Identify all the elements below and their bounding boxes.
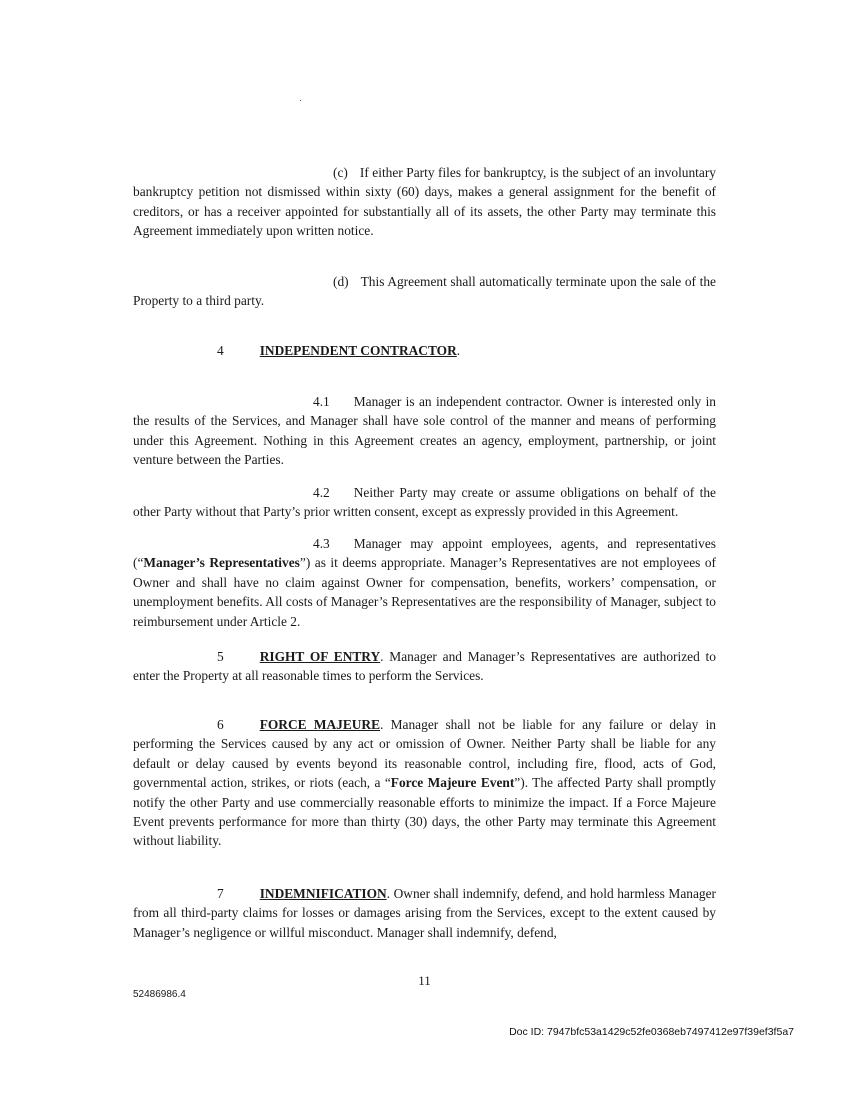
section-4-heading: [133, 341, 716, 360]
subsection-d: [133, 272, 716, 311]
section-7-number: 7: [217, 886, 224, 901]
defined-term-managers-representatives: Manager’s Representatives: [143, 555, 300, 571]
paragraph-4-1-number: 4.1: [313, 394, 330, 409]
paragraph-4-3-text-a: Manager may appoint employees, agents, and representatives (“: [133, 536, 716, 571]
stray-mark: [300, 100, 301, 101]
subsection-c-text: If either Party files for bankruptcy, is the subject of an involuntary bankruptcy petition not dismissed within sixty (60) days, makes a general assignment for the benefit of creditors, or has a receiver appointed for substantially all of its assets, the other Party may terminate this Agreement immediately upon written notice.: [133, 165, 716, 239]
section-6-number: 6: [217, 717, 224, 732]
section-5-number: 5: [217, 649, 224, 664]
section-6: [133, 715, 716, 851]
docusign-doc-id: Doc ID: 7947bfc53a1429c52fe0368eb7497412e97f39ef3f5a7: [509, 1026, 794, 1038]
subsection-d-text: This Agreement shall automatically terminate upon the sale of the Property to a third party.: [133, 274, 716, 309]
page-number: 11: [418, 973, 431, 988]
paragraph-4-2-number: 4.2: [313, 485, 330, 500]
section-7-text: . Owner shall indemnify, defend, and hold harmless Manager from all third-party claims for losses or damages arising from the Services, except to the extent caused by Manager’s negligence or willful misconduct. Manager shall indemnify, defend,: [133, 886, 716, 940]
subsection-c: [133, 163, 716, 241]
subsection-c-label: (c): [333, 165, 348, 180]
section-4-title: INDEPENDENT CONTRACTOR: [259, 343, 457, 358]
section-6-text-b: ”). The affected Party shall promptly notify the other Party and use commercially reasonable efforts to minimize the impact. If a Force Majeure Event prevents performance for more than thirty (30) days, the other Party may terminate this Agreement without liability.: [133, 775, 716, 849]
paragraph-4-2-text: Neither Party may create or assume obligations on behalf of the other Party without that Party’s prior written consent, except as expressly provided in this Agreement.: [133, 485, 716, 520]
section-6-title: FORCE MAJEURE: [259, 717, 381, 732]
subsection-d-label: (d): [333, 274, 349, 289]
section-7-title: INDEMNIFICATION: [259, 886, 387, 901]
paragraph-4-1-text: Manager is an independent contractor. Owner is interested only in the results of the Services, and Manager shall have sole control of the manner and means of performing under this Agreement. Nothing in this Agreement creates an agency, employment, partnership, or joint venture between the Parties.: [133, 394, 716, 468]
paragraph-4-1: [133, 392, 716, 470]
section-5-text: . Manager and Manager’s Representatives are authorized to enter the Property at all reasonable times to perform the Services.: [133, 649, 716, 684]
defined-term-force-majeure-event: Force Majeure Event: [390, 775, 515, 791]
section-5: [133, 647, 716, 686]
paragraph-4-2: [133, 483, 716, 522]
section-4-number: 4: [217, 343, 224, 358]
paragraph-4-3-number: 4.3: [313, 536, 330, 551]
section-5-title: RIGHT OF ENTRY: [259, 649, 381, 664]
paragraph-4-3: [133, 534, 716, 631]
paragraph-4-3-text-b: ”) as it deems appropriate. Manager’s Representatives are not employees of Owner and shall have no claim against Owner for compensation, benefits, workers’ compensation, or unemployment benefits. All costs of Manager’s Representatives are the responsibility of Manager, subject to reimbursement under Article 2.: [133, 555, 716, 629]
document-number: 52486986.4: [133, 989, 186, 1000]
section-6-text-a: . Manager shall not be liable for any failure or delay in performing the Services caused by any act or omission of Owner. Neither Party shall be liable for any default or delay caused by events beyond its reasonable control, including fire, flood, acts of God, governmental action, strikes, or riots (each, a “: [133, 717, 716, 791]
section-4-period: .: [456, 343, 461, 358]
section-7: [133, 884, 716, 942]
